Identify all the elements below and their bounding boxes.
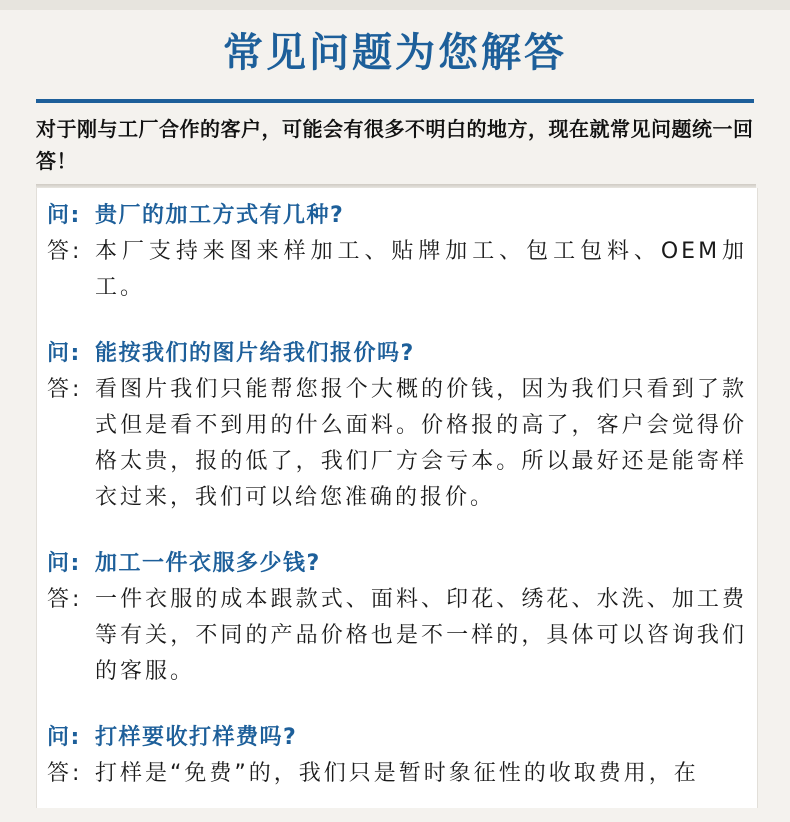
- faq-item-processing-methods: [47, 198, 747, 306]
- page-title: 常见问题为您解答: [223, 30, 567, 76]
- faq-answer: [47, 582, 747, 690]
- answer-prefix: 答:: [47, 377, 83, 402]
- intro-text: 对于刚与工厂合作的客户，可能会有很多不明白的地方，现在就常见问题统一回答！: [36, 117, 754, 173]
- question-prefix: 问:: [47, 551, 81, 576]
- question-text: 打样要收打样费吗?: [95, 725, 298, 750]
- top-decorative-strip: [0, 0, 790, 10]
- faq-item-quote-from-picture: [47, 336, 747, 516]
- faq-question: [47, 336, 747, 372]
- faq-answer: [47, 234, 747, 306]
- question-text: 贵厂的加工方式有几种?: [95, 203, 345, 228]
- faq-list: [47, 198, 747, 822]
- faq-item-sample-fee: [47, 720, 747, 792]
- faq-question: [47, 720, 747, 756]
- answer-text: 一件衣服的成本跟款式、面料、印花、绣花、水洗、加工费等有关，不同的产品价格也是不一样的，具体可以咨询我们的客服。: [95, 587, 747, 684]
- question-text: 加工一件衣服多少钱?: [95, 551, 321, 576]
- question-text: 能按我们的图片给我们报价吗?: [95, 341, 415, 366]
- faq-answer: [47, 756, 747, 792]
- title-divider: [36, 99, 754, 103]
- question-prefix: 问:: [47, 203, 81, 228]
- question-prefix: 问:: [47, 341, 81, 366]
- answer-text: 本厂支持来图来样加工、贴牌加工、包工包料、OEM加工。: [95, 239, 747, 300]
- faq-answer: [47, 372, 747, 516]
- answer-text: 看图片我们只能帮您报个大概的价钱，因为我们只看到了款式但是看不到用的什么面料。价格报的高了，客户会觉得价格太贵，报的低了，我们厂方会亏本。所以最好还是能寄样衣过来，我们可以给您准确的报价。: [95, 377, 747, 510]
- faq-item-garment-cost: [47, 546, 747, 690]
- question-prefix: 问:: [47, 725, 81, 750]
- answer-prefix: 答:: [47, 761, 83, 786]
- answer-text: 打样是“免费”的，我们只是暂时象征性的收取费用，在: [95, 761, 699, 786]
- answer-prefix: 答:: [47, 587, 83, 612]
- faq-question: [47, 546, 747, 582]
- answer-prefix: 答:: [47, 239, 83, 264]
- faq-question: [47, 198, 747, 234]
- faq-card: [36, 188, 758, 808]
